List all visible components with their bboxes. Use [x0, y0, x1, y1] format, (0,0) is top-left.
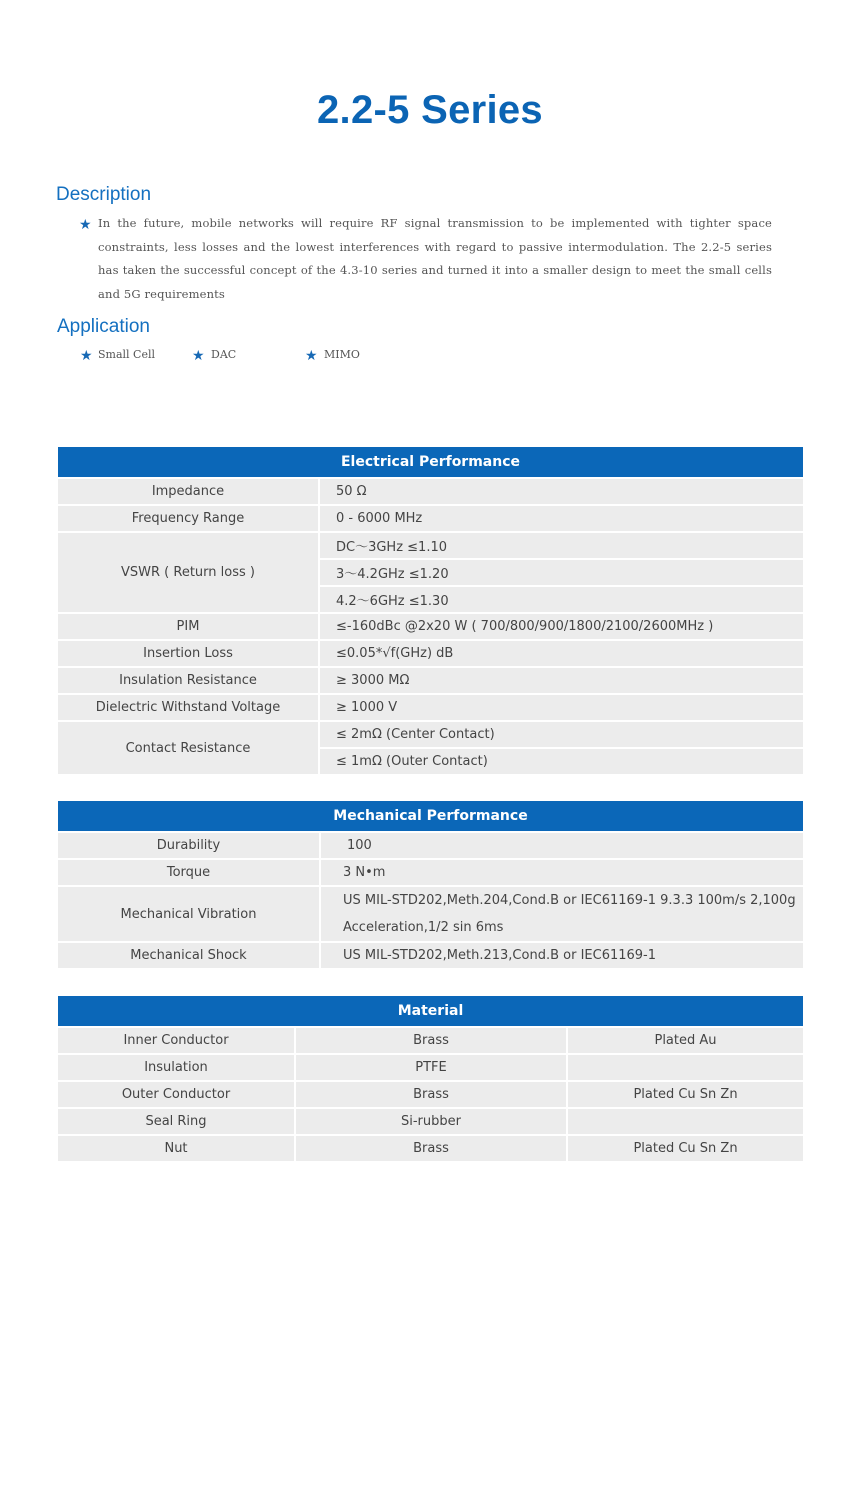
contact-resistance-value: ≤ 1mΩ (Outer Contact): [320, 747, 803, 774]
durability-value: 100: [321, 831, 803, 858]
material-plating: [568, 1107, 803, 1134]
material-plating: [568, 1053, 803, 1080]
star-bullet-icon: ★: [80, 347, 93, 363]
mechanical-performance-header: Mechanical Performance: [58, 801, 803, 831]
frequency-range-value: 0 - 6000 MHz: [320, 504, 803, 531]
electrical-performance-table: [58, 447, 803, 774]
vswr-value: 4.2～6GHz ≤1.30: [320, 585, 803, 612]
mechanical-vibration-value: [321, 885, 803, 941]
material-plating: Plated Cu Sn Zn: [568, 1080, 803, 1107]
star-bullet-icon: ★: [192, 347, 205, 363]
material-material: PTFE: [296, 1053, 568, 1080]
table-row: [58, 612, 803, 639]
table-row: [58, 858, 803, 885]
mechanical-shock-label: Mechanical Shock: [58, 941, 321, 968]
description-text: In the future, mobile networks will require RF signal transmission to be implemented with tighter space constraints, less losses and the lowest interferences with regard to passive intermodulation. The 2.2-5 series has taken the successful concept of the 4.3-10 series and turned it into a smaller design to meet the small cells and 5G requirements: [98, 216, 772, 301]
table-row: [58, 666, 803, 693]
contact-resistance-value: ≤ 2mΩ (Center Contact): [320, 720, 803, 747]
material-material: Brass: [296, 1026, 568, 1053]
material-part: Outer Conductor: [58, 1080, 296, 1107]
material-header: Material: [58, 996, 803, 1026]
table-row: [58, 1026, 803, 1053]
insertion-loss-label: Insertion Loss: [58, 639, 320, 666]
vswr-value: DC～3GHz ≤1.10: [320, 531, 803, 558]
description-heading: Description: [56, 184, 152, 205]
pim-label: PIM: [58, 612, 320, 639]
material-table: [58, 996, 803, 1161]
table-row: [58, 477, 803, 504]
material-plating: Plated Cu Sn Zn: [568, 1134, 803, 1161]
star-bullet-icon: ★: [305, 347, 318, 363]
table-row: [58, 531, 803, 558]
vibration-line: US MIL-STD202,Meth.204,Cond.B or IEC61169-1 9.3.3 100m/s 2,100g: [343, 893, 796, 908]
material-part: Insulation: [58, 1053, 296, 1080]
mechanical-shock-value: US MIL-STD202,Meth.213,Cond.B or IEC61169-1: [321, 941, 803, 968]
table-row: [58, 831, 803, 858]
table-row: [58, 1053, 803, 1080]
frequency-range-label: Frequency Range: [58, 504, 320, 531]
electrical-performance-header: Electrical Performance: [58, 447, 803, 477]
table-row: [58, 1107, 803, 1134]
vibration-line: Acceleration,1/2 sin 6ms: [343, 920, 504, 935]
mechanical-performance-table: [58, 801, 803, 968]
insertion-loss-value: ≤0.05*√f(GHz) dB: [320, 639, 803, 666]
application-item-small-cell: Small Cell: [98, 348, 156, 361]
material-part: Seal Ring: [58, 1107, 296, 1134]
insulation-resistance-label: Insulation Resistance: [58, 666, 320, 693]
material-part: Inner Conductor: [58, 1026, 296, 1053]
material-plating: Plated Au: [568, 1026, 803, 1053]
material-part: Nut: [58, 1134, 296, 1161]
application-heading: Application: [57, 316, 150, 337]
insulation-resistance-value: ≥ 3000 MΩ: [320, 666, 803, 693]
application-item-dac: DAC: [211, 348, 237, 361]
material-material: Si-rubber: [296, 1107, 568, 1134]
table-row: [58, 720, 803, 747]
table-row: [58, 504, 803, 531]
dielectric-voltage-label: Dielectric Withstand Voltage: [58, 693, 320, 720]
material-material: Brass: [296, 1080, 568, 1107]
vswr-value: 3～4.2GHz ≤1.20: [320, 558, 803, 585]
torque-label: Torque: [58, 858, 321, 885]
dielectric-voltage-value: ≥ 1000 V: [320, 693, 803, 720]
page-title: 2.2-5 Series: [317, 88, 543, 132]
table-row: [58, 885, 803, 941]
table-row: [58, 1134, 803, 1161]
durability-label: Durability: [58, 831, 321, 858]
material-material: Brass: [296, 1134, 568, 1161]
application-item-mimo: MIMO: [324, 348, 360, 361]
table-row: [58, 941, 803, 968]
table-row: [58, 639, 803, 666]
contact-resistance-label: Contact Resistance: [58, 720, 320, 774]
vswr-label: VSWR ( Return loss ): [58, 531, 320, 612]
impedance-label: Impedance: [58, 477, 320, 504]
table-row: [58, 1080, 803, 1107]
impedance-value: 50 Ω: [320, 477, 803, 504]
pim-value: ≤-160dBc @2x20 W ( 700/800/900/1800/2100/2600MHz ): [320, 612, 803, 639]
mechanical-vibration-label: Mechanical Vibration: [58, 885, 321, 941]
star-bullet-icon: ★: [79, 216, 92, 232]
table-row: [58, 693, 803, 720]
torque-value: 3 N•m: [321, 858, 803, 885]
